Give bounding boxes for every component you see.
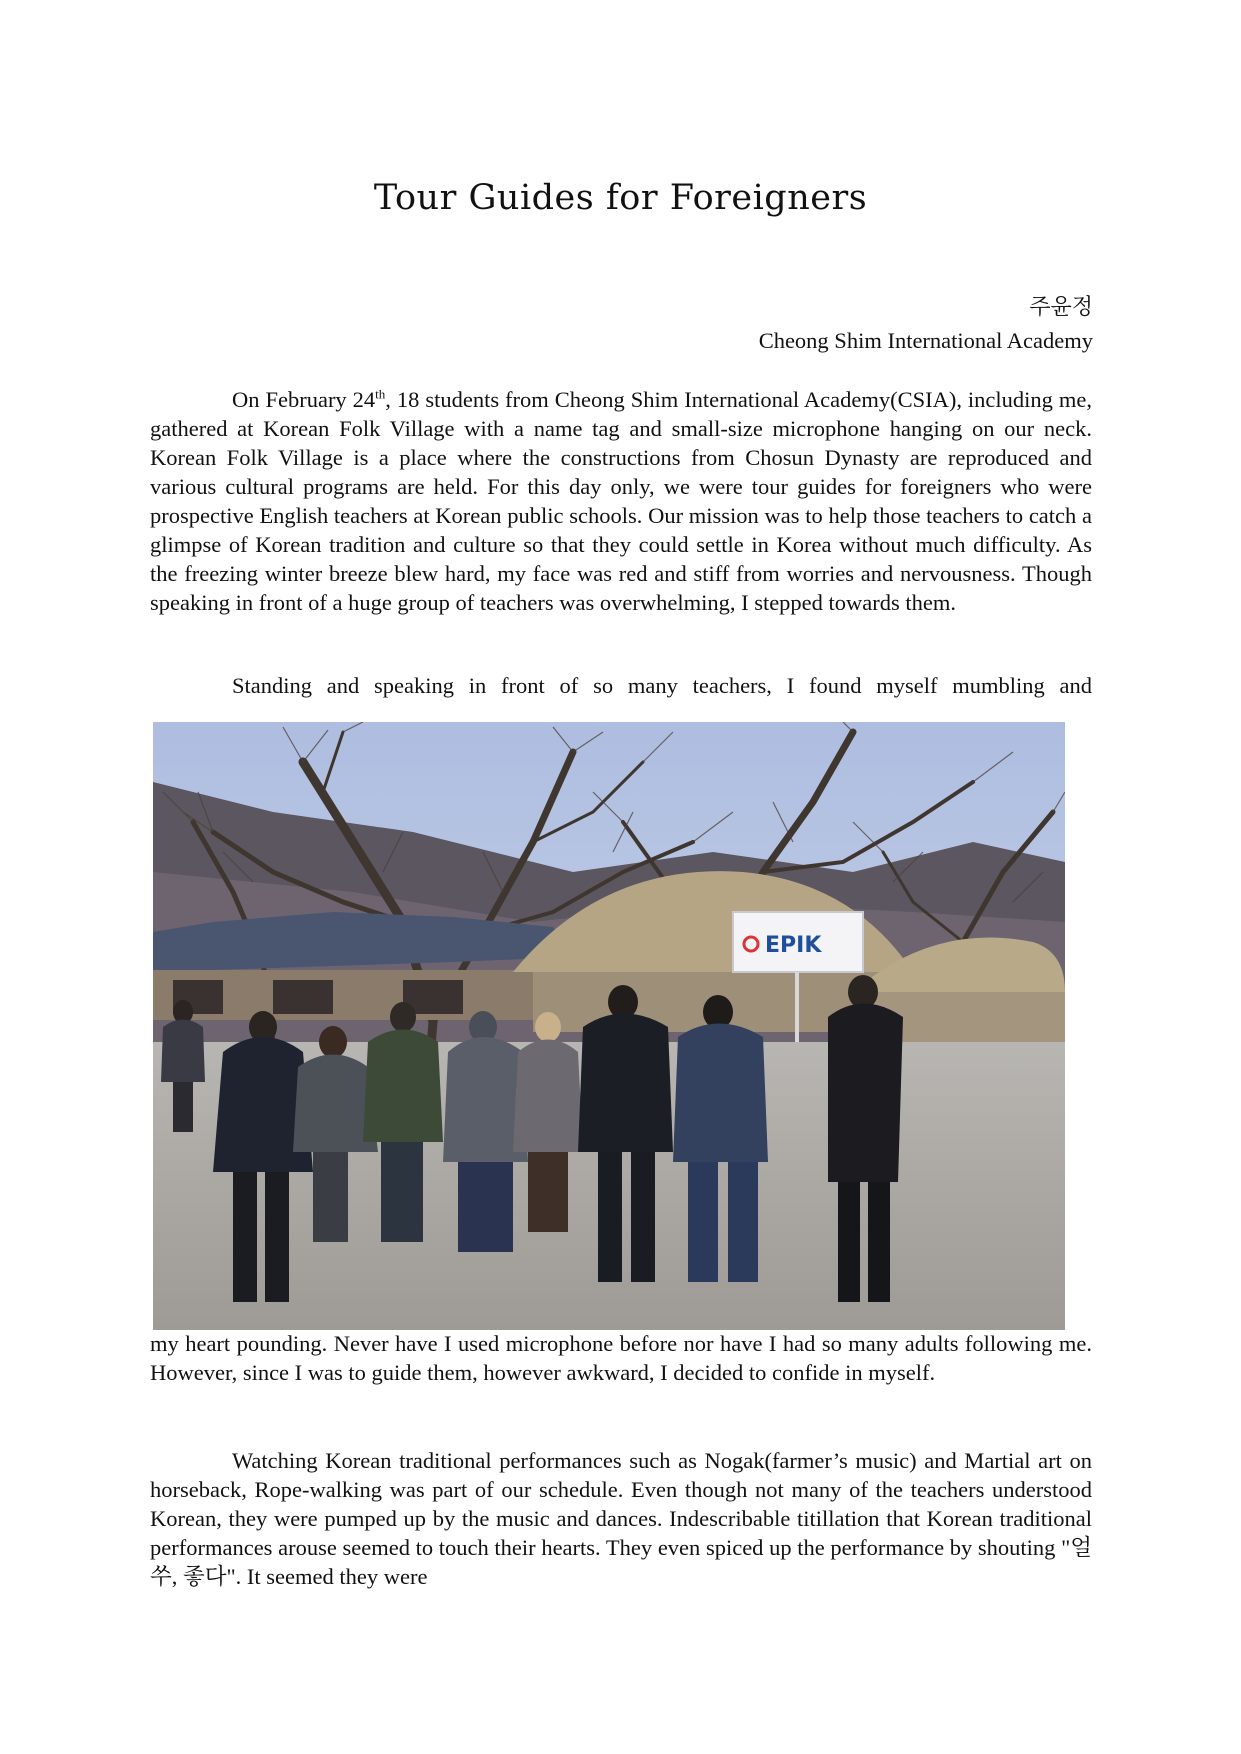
paragraph-2-start-text: Standing and speaking in front of so many teachers, I found myself mumbling and <box>232 673 1092 698</box>
author-name: 주윤정 <box>1029 295 1093 320</box>
paragraph-2-end: my heart pounding. Never have I used microphone before nor have I had so many adults following me. However, since I was to guide them, however awkward, I decided to confide in myself. <box>150 1331 1092 1385</box>
photo-sign-text: EPIK <box>765 933 822 958</box>
paragraph-1-date: On February 24 <box>232 387 376 412</box>
paragraph-3 <box>150 1446 1092 1591</box>
paragraph-1-superscript: th <box>375 386 386 402</box>
paragraph-2-start <box>150 671 1092 700</box>
author-affiliation: Cheong Shim International Academy <box>758 328 1093 353</box>
folk-village-photo <box>153 722 1065 1330</box>
document-title: Tour Guides for Foreigners <box>373 178 868 218</box>
paragraph-3-text: Watching Korean traditional performances such as Nogak(farmer’s music) and Martial art on horseback, Rope-walking was part of our schedule. Even though not many of the teachers understood Korean, they were pumped up by the music and dances. Indescribable titillation that Korean traditional performances arouse seemed to touch their hearts. They even spiced up the performance by shouting "얼쑤, 좋다". It seemed they were <box>150 1448 1092 1589</box>
paragraph-1-body: , 18 students from Cheong Shim International Academy(CSIA), including me, gathered at Korean Folk Village with a name tag and small-size microphone hanging on our neck. Korean Folk Village is a place where the constructions from Chosun Dynasty are reproduced and various cultural programs are held. For this day only, we were tour guides for foreigners who were prospective English teachers at Korean public schools. Our mission was to help those teachers to catch a glimpse of Korean tradition and culture so that they could settle in Korea without much difficulty. As the freezing winter breeze blew hard, my face was red and stiff from worries and nervousness. Though speaking in front of a huge group of teachers was overwhelming, I stepped towards them. <box>150 387 1092 615</box>
paragraph-1 <box>150 385 1092 617</box>
